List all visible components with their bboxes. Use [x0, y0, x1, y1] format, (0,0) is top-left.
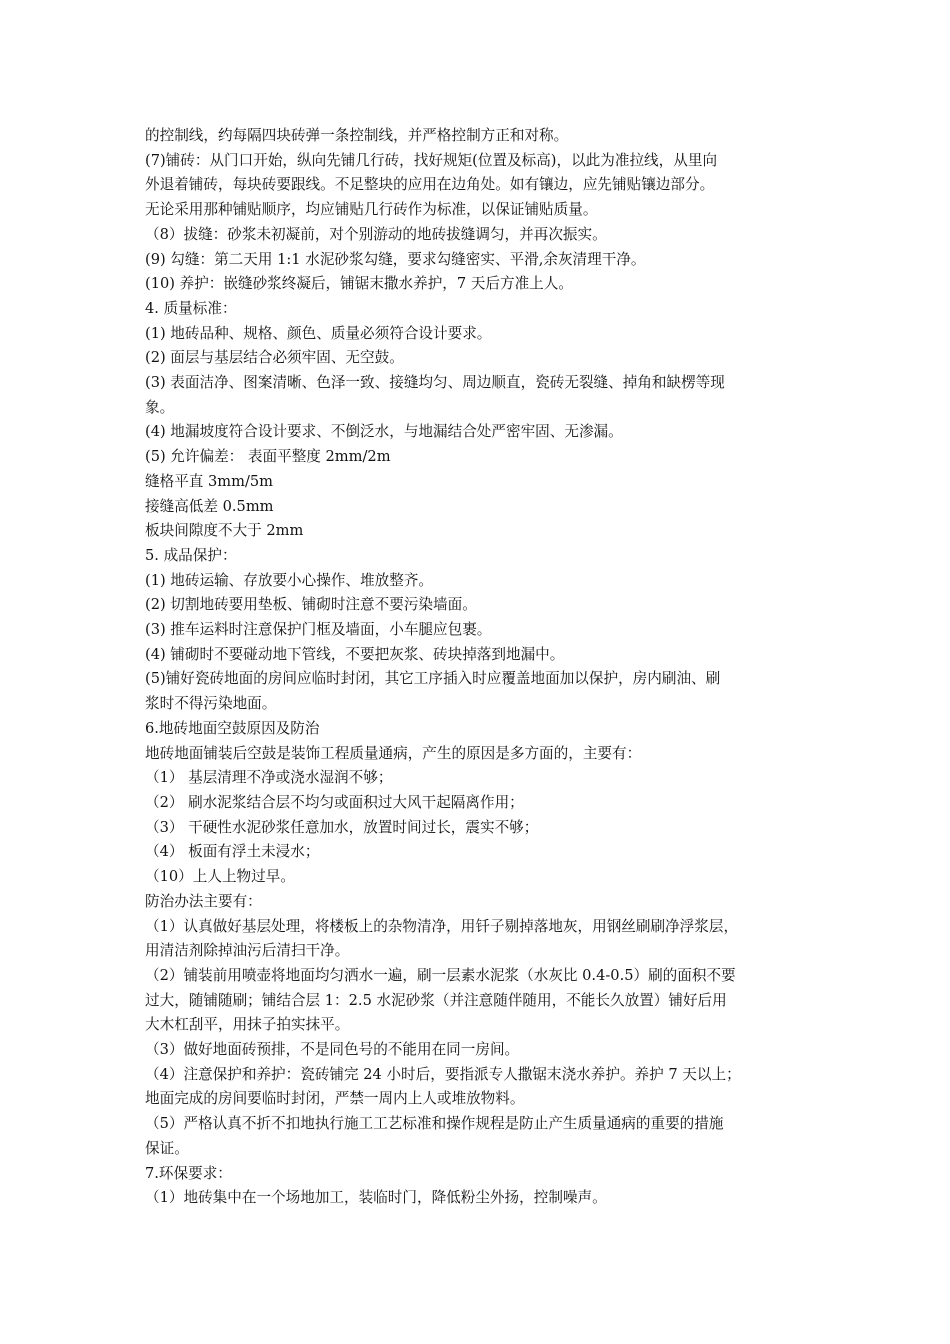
text-line: (4) 铺砌时不要碰动地下管线，不要把灰浆、砖块掉落到地漏中。 [145, 645, 565, 663]
text-line: 地面完成的房间要临时封闭，严禁一周内上人或堆放物料。 [145, 1090, 525, 1108]
text-line: （3）做好地面砖预排，不是同色号的不能用在同一房间。 [145, 1041, 520, 1059]
text-line: 大木杠刮平，用抹子拍实抹平。 [145, 1016, 350, 1034]
text-line: （4） 板面有浮土未浸水； [145, 843, 320, 861]
text-line: (1) 地砖品种、规格、颜色、质量必须符合设计要求。 [145, 324, 492, 342]
text-line: (3) 表面洁净、图案清晰、色泽一致、接缝均匀、周边顺直，瓷砖无裂缝、掉角和缺楞等现 [145, 374, 725, 392]
text-line: 用清洁剂除掉油污后清扫干净。 [145, 942, 350, 960]
text-line: 保证。 [145, 1139, 189, 1157]
text-line: (2) 切割地砖要用垫板、铺砌时注意不要污染墙面。 [145, 596, 477, 614]
text-line: (1) 地砖运输、存放要小心操作、堆放整齐。 [145, 571, 434, 589]
text-line: （1） 基层清理不净或浇水湿润不够； [145, 769, 393, 787]
text-line: 的控制线，约每隔四块砖弹一条控制线，并严格控制方正和对称。 [145, 127, 569, 144]
text-line: (3) 推车运料时注意保护门框及墙面，小车腿应包裹。 [145, 621, 492, 639]
text-line: （2）铺装前用喷壶将地面均匀洒水一遍，刷一层素水泥浆（水灰比 0.4-0.5）刷的面积不要 [145, 966, 736, 984]
section-heading: 6.地砖地面空鼓原因及防治 [145, 719, 320, 737]
text-line: （2） 刷水泥浆结合层不均匀或面积过大风干起隔离作用； [145, 793, 524, 811]
text-line: (7)铺砖：从门口开始，纵向先铺几行砖，找好规矩(位置及标高)，以此为准拉线，从里向 [145, 151, 718, 169]
text-line: 无论采用那种铺贴顺序，均应铺贴几行砖作为标准，以保证铺贴质量。 [145, 201, 598, 219]
text-line: （8）拔缝：砂浆未初凝前，对个别游动的地砖拔缝调匀，并再次振实。 [145, 225, 607, 243]
text-line: （10）上人上物过早。 [145, 868, 295, 886]
text-line: 地砖地面铺装后空鼓是装饰工程质量通病，产生的原因是多方面的，主要有： [145, 744, 642, 762]
section-heading: 7.环保要求： [145, 1164, 232, 1182]
text-line: （1）认真做好基层处理，将楼板上的杂物清净，用钎子剔掉落地灰，用钢丝刷刷净浮浆层， [145, 917, 739, 935]
text-line: 接缝高低差 0.5mm [145, 497, 274, 515]
text-line: （1）地砖集中在一个场地加工，装临时门，降低粉尘外扬，控制噪声。 [145, 1189, 607, 1207]
section-heading: 4. 质量标准： [145, 299, 237, 317]
text-line: 浆时不得污染地面。 [145, 695, 277, 713]
text-line: 过大，随铺随刷；铺结合层 1：2.5 水泥砂浆（并注意随伴随用，不能长久放置）铺好后用 [145, 991, 727, 1009]
text-line: (4) 地漏坡度符合设计要求、不倒泛水，与地漏结合处严密牢固、无渗漏。 [145, 423, 623, 441]
section-heading: 5. 成品保护： [145, 546, 237, 564]
text-line: （3） 干硬性水泥砂浆任意加水，放置时间过长，震实不够； [145, 818, 539, 836]
text-line: (5)铺好瓷砖地面的房间应临时封闭，其它工序插入时应覆盖地面加以保护，房内刷油、刷 [145, 670, 721, 688]
text-line: （4）注意保护和养护：瓷砖铺完 24 小时后，要指派专人撒锯末浇水养护。养护 7 天以上； [145, 1065, 741, 1083]
text-line: 缝格平直 3mm/5m [145, 472, 274, 490]
document-body [145, 124, 825, 1211]
text-line: 防治办法主要有： [145, 892, 262, 910]
text-line: (5) 允许偏差： 表面平整度 2mm/2m [145, 448, 391, 466]
text-line: (10) 养护：嵌缝砂浆终凝后，铺锯末撒水养护，7 天后方准上人。 [145, 275, 573, 293]
text-line: (2) 面层与基层结合必须牢固、无空鼓。 [145, 349, 404, 367]
text-line: 象。 [145, 398, 175, 416]
text-line: （5）严格认真不折不扣地执行施工工艺标准和操作规程是防止产生质量通病的重要的措施 [145, 1115, 724, 1133]
text-line: 外退着铺砖，每块砖要跟线。不足整块的应用在边角处。如有镶边，应先铺贴镶边部分。 [145, 176, 715, 194]
text-line: 板块间隙度不大于 2mm [145, 522, 304, 540]
text-line: (9) 勾缝：第二天用 1:1 水泥砂浆勾缝，要求勾缝密实、平滑,余灰清理干净。 [145, 250, 646, 268]
